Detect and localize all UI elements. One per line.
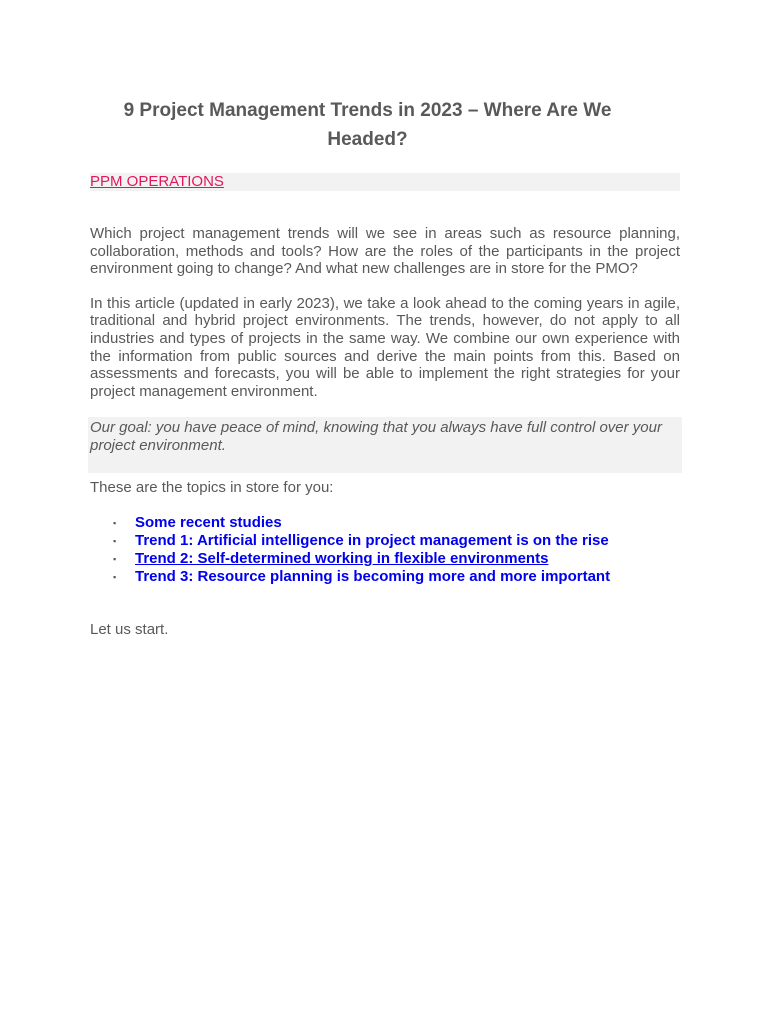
list-item	[90, 550, 680, 568]
square-bullet-icon: ▪	[113, 554, 117, 565]
intro-paragraph: Which project management trends will we see in areas such as resource planning, collaboration, methods and tools? How are the roles of the participants in the project environment going to change? And what new challenges are in store for the PMO?	[90, 225, 680, 278]
article	[90, 96, 680, 639]
list-item	[90, 568, 680, 586]
topic-link-trend-3[interactable]: Trend 3: Resource planning is becoming more and more important	[135, 568, 611, 586]
topics-intro: These are the topics in store for you:	[90, 478, 334, 496]
goal-callout: Our goal: you have peace of mind, knowing that you always have full control over your project environment.	[88, 417, 682, 472]
square-bullet-icon: ▪	[113, 572, 117, 583]
topics-list	[90, 514, 680, 586]
article-title: 9 Project Management Trends in 2023 – Where Are We Headed?	[123, 100, 612, 150]
topic-link-trend-1[interactable]: Trend 1: Artificial intelligence in project management is on the rise	[135, 532, 609, 550]
topic-link-trend-2[interactable]: Trend 2: Self-determined working in flexible environments	[135, 550, 549, 568]
article-overview-paragraph: In this article (updated in early 2023), we take a look ahead to the coming years in agile, traditional and hybrid project environments. The trends, however, do not apply to all industries and types of projects in the same way. We combine our own experience with the information from public sources and derive the main points from this. Based on assessments and forecasts, you will be able to implement the right strategies for your project management environment.	[90, 294, 680, 400]
square-bullet-icon: ▪	[113, 518, 117, 529]
category-link[interactable]: PPM OPERATIONS	[90, 173, 224, 190]
list-item	[90, 514, 680, 532]
category-bar	[90, 173, 680, 191]
closing-text: Let us start.	[90, 621, 169, 639]
square-bullet-icon: ▪	[113, 536, 117, 547]
topic-link-recent-studies[interactable]: Some recent studies	[135, 514, 282, 532]
list-item	[90, 532, 680, 550]
